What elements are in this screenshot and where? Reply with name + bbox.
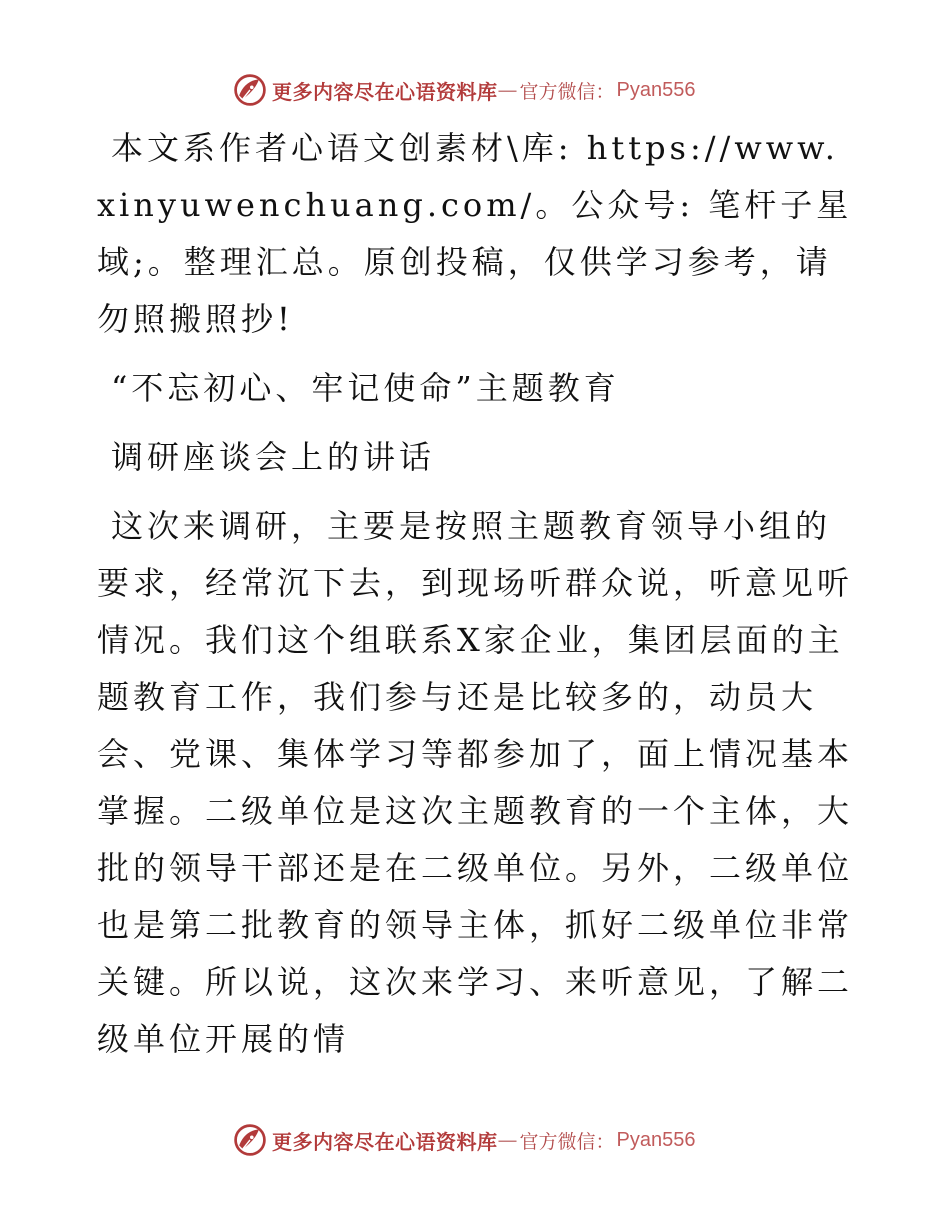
watermark-separator: — [497,78,518,102]
document-title-line1: “不忘初心、牢记使命”主题教育 [111,369,620,407]
pen-nib-logo-icon [232,72,268,108]
watermark-brand: 更多内容尽在心语资料库 [272,79,498,104]
document-content [97,120,857,1080]
watermark-brand: 更多内容尽在心语资料库 [272,1129,498,1154]
pen-nib-logo-icon [232,1122,268,1158]
document-title-line2: 调研座谈会上的讲话 [111,438,436,476]
watermark-footer [232,1120,712,1160]
copyright-notice: 本文系作者心语文创素材\库: https://www.xinyuwenchuang.com/。公众号: 笔杆子星域;。整理汇总。原创投稿，仅供学习参考，请勿照搬照抄! [97,129,853,338]
watermark-wechat-id: Pyan556 [616,1128,696,1151]
watermark-official-label: 官方微信： [519,1130,615,1153]
watermark-header [232,70,712,110]
watermark-official-label: 官方微信： [519,80,615,103]
watermark-wechat-id: Pyan556 [616,78,696,101]
watermark-separator: — [497,1128,518,1152]
document-body-paragraph: 这次来调研，主要是按照主题教育领导小组的要求，经常沉下去，到现场听群众说，听意见听情况。我们这个组联系X家企业，集团层面的主题教育工作，我们参与还是比较多的，动员大会、党课、集体学习等都参加了，面上情况基本掌握。二级单位是这次主题教育的一个主体，大批的领导干部还是在二级单位。另外，二级单位也是第二批教育的领导主体，抓好二级单位非常关键。所以说，这次来学习、来听意见，了解二级单位开展的情 [97,507,854,1058]
